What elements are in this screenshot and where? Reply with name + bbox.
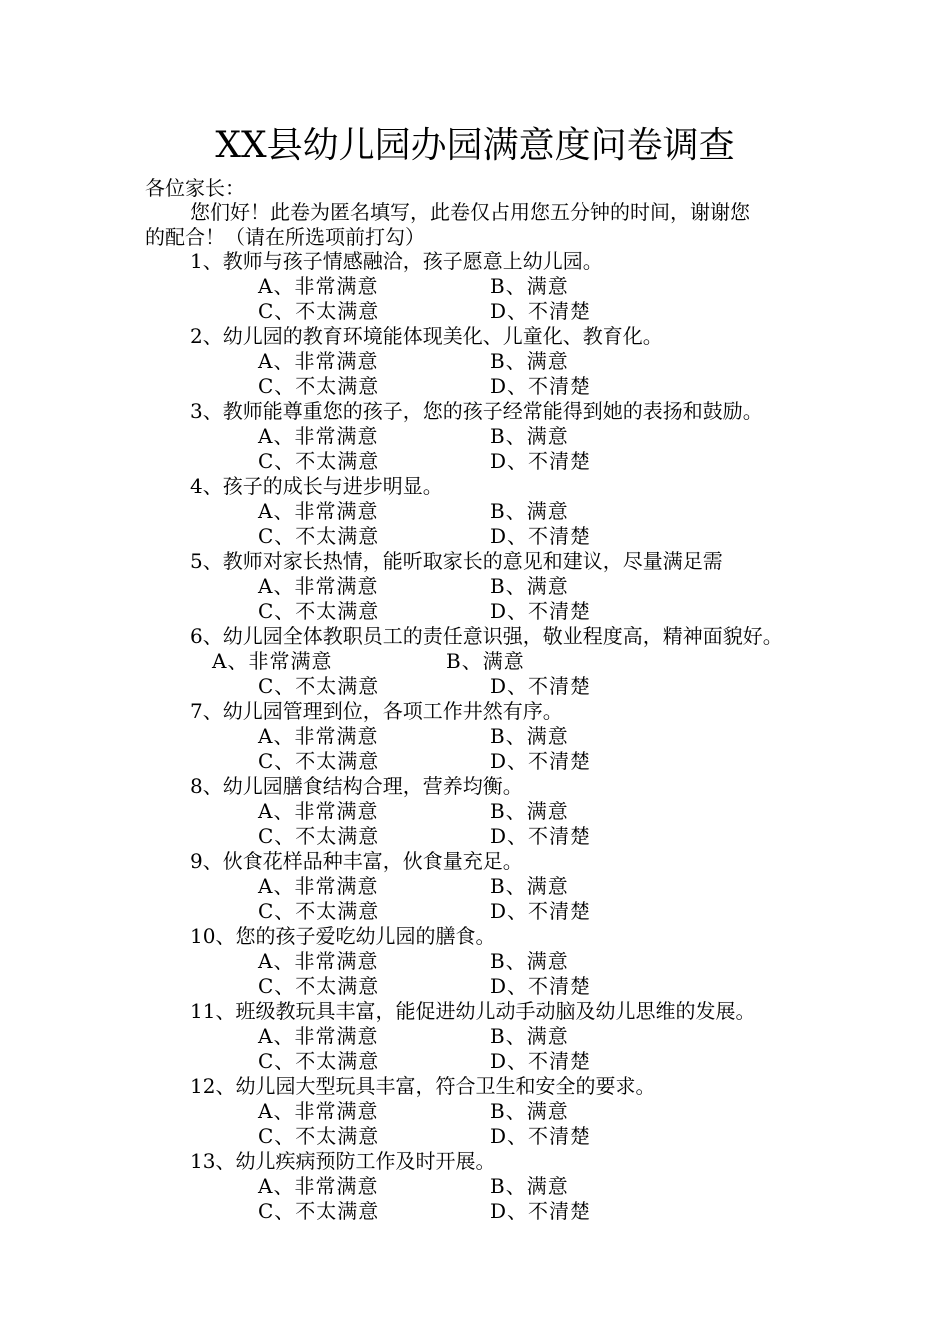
question-text: 3、教师能尊重您的孩子，您的孩子经常能得到她的表扬和鼓励。 bbox=[190, 399, 763, 423]
question-list bbox=[0, 248, 950, 1223]
option-b[interactable]: B、满意 bbox=[490, 424, 569, 448]
option-a[interactable]: A、非常满意 bbox=[258, 724, 379, 748]
option-a[interactable]: A、非常满意 bbox=[258, 574, 379, 598]
question-text: 7、幼儿园管理到位，各项工作井然有序。 bbox=[190, 699, 563, 723]
option-b[interactable]: B、满意 bbox=[490, 499, 569, 523]
option-c[interactable]: C、不太满意 bbox=[258, 299, 380, 323]
option-d[interactable]: D、不清楚 bbox=[490, 674, 592, 698]
option-a[interactable]: A、非常满意 bbox=[258, 424, 379, 448]
question-13 bbox=[0, 1148, 950, 1223]
option-a[interactable]: A、非常满意 bbox=[258, 349, 379, 373]
option-b[interactable]: B、满意 bbox=[490, 1174, 569, 1198]
question-text: 12、幼儿园大型玩具丰富，符合卫生和安全的要求。 bbox=[190, 1074, 656, 1098]
option-a[interactable]: A、非常满意 bbox=[258, 1099, 379, 1123]
question-text: 5、教师对家长热情，能听取家长的意见和建议，尽量满足需 bbox=[190, 549, 723, 573]
option-a[interactable]: A、非常满意 bbox=[258, 874, 379, 898]
document-title: XX县幼儿园办园满意度问卷调查 bbox=[215, 125, 735, 166]
question-9 bbox=[0, 848, 950, 923]
option-b[interactable]: B、满意 bbox=[490, 274, 569, 298]
option-a[interactable]: A、非常满意 bbox=[212, 649, 333, 673]
option-c[interactable]: C、不太满意 bbox=[258, 674, 380, 698]
option-c[interactable]: C、不太满意 bbox=[258, 374, 380, 398]
option-a[interactable]: A、非常满意 bbox=[258, 1174, 379, 1198]
question-1 bbox=[0, 248, 950, 323]
question-10 bbox=[0, 923, 950, 998]
question-text: 1、教师与孩子情感融洽，孩子愿意上幼儿园。 bbox=[190, 249, 603, 273]
option-c[interactable]: C、不太满意 bbox=[258, 524, 380, 548]
option-d[interactable]: D、不清楚 bbox=[490, 899, 592, 923]
question-text: 13、幼儿疾病预防工作及时开展。 bbox=[190, 1149, 496, 1173]
option-c[interactable]: C、不太满意 bbox=[258, 1049, 380, 1073]
question-7 bbox=[0, 698, 950, 773]
option-d[interactable]: D、不清楚 bbox=[490, 599, 592, 623]
option-b[interactable]: B、满意 bbox=[490, 799, 569, 823]
question-4 bbox=[0, 473, 950, 548]
intro-text-line-2: 的配合！（请在所选项前打勾） bbox=[145, 225, 425, 249]
option-c[interactable]: C、不太满意 bbox=[258, 599, 380, 623]
option-d[interactable]: D、不清楚 bbox=[490, 1049, 592, 1073]
option-c[interactable]: C、不太满意 bbox=[258, 749, 380, 773]
option-a[interactable]: A、非常满意 bbox=[258, 1024, 379, 1048]
question-12 bbox=[0, 1073, 950, 1148]
option-b[interactable]: B、满意 bbox=[490, 574, 569, 598]
option-b[interactable]: B、满意 bbox=[490, 724, 569, 748]
option-b[interactable]: B、满意 bbox=[490, 1024, 569, 1048]
option-d[interactable]: D、不清楚 bbox=[490, 374, 592, 398]
option-a[interactable]: A、非常满意 bbox=[258, 499, 379, 523]
option-d[interactable]: D、不清楚 bbox=[490, 824, 592, 848]
option-c[interactable]: C、不太满意 bbox=[258, 1199, 380, 1223]
option-b[interactable]: B、满意 bbox=[446, 649, 525, 673]
option-c[interactable]: C、不太满意 bbox=[258, 824, 380, 848]
option-d[interactable]: D、不清楚 bbox=[490, 974, 592, 998]
option-a[interactable]: A、非常满意 bbox=[258, 799, 379, 823]
option-d[interactable]: D、不清楚 bbox=[490, 1124, 592, 1148]
option-d[interactable]: D、不清楚 bbox=[490, 449, 592, 473]
question-text: 6、幼儿园全体教职员工的责任意识强，敬业程度高，精神面貌好。 bbox=[190, 624, 783, 648]
question-text: 10、您的孩子爱吃幼儿园的膳食。 bbox=[190, 924, 496, 948]
option-b[interactable]: B、满意 bbox=[490, 874, 569, 898]
option-c[interactable]: C、不太满意 bbox=[258, 899, 380, 923]
option-a[interactable]: A、非常满意 bbox=[258, 949, 379, 973]
option-b[interactable]: B、满意 bbox=[490, 349, 569, 373]
question-text: 2、幼儿园的教育环境能体现美化、儿童化、教育化。 bbox=[190, 324, 663, 348]
question-2 bbox=[0, 323, 950, 398]
question-text: 9、伙食花样品种丰富，伙食量充足。 bbox=[190, 849, 523, 873]
question-text: 8、幼儿园膳食结构合理，营养均衡。 bbox=[190, 774, 523, 798]
question-text: 4、孩子的成长与进步明显。 bbox=[190, 474, 443, 498]
option-b[interactable]: B、满意 bbox=[490, 949, 569, 973]
question-text: 11、班级教玩具丰富，能促进幼儿动手动脑及幼儿思维的发展。 bbox=[190, 999, 756, 1023]
option-b[interactable]: B、满意 bbox=[490, 1099, 569, 1123]
intro-text-line-1: 您们好！此卷为匿名填写，此卷仅占用您五分钟的时间，谢谢您 bbox=[190, 200, 750, 224]
question-8 bbox=[0, 773, 950, 848]
option-d[interactable]: D、不清楚 bbox=[490, 299, 592, 323]
option-c[interactable]: C、不太满意 bbox=[258, 1124, 380, 1148]
option-a[interactable]: A、非常满意 bbox=[258, 274, 379, 298]
greeting: 各位家长： bbox=[145, 176, 245, 200]
option-c[interactable]: C、不太满意 bbox=[258, 449, 380, 473]
question-5 bbox=[0, 548, 950, 623]
option-d[interactable]: D、不清楚 bbox=[490, 749, 592, 773]
question-6 bbox=[0, 623, 950, 698]
question-3 bbox=[0, 398, 950, 473]
option-d[interactable]: D、不清楚 bbox=[490, 524, 592, 548]
option-d[interactable]: D、不清楚 bbox=[490, 1199, 592, 1223]
option-c[interactable]: C、不太满意 bbox=[258, 974, 380, 998]
question-11 bbox=[0, 998, 950, 1073]
